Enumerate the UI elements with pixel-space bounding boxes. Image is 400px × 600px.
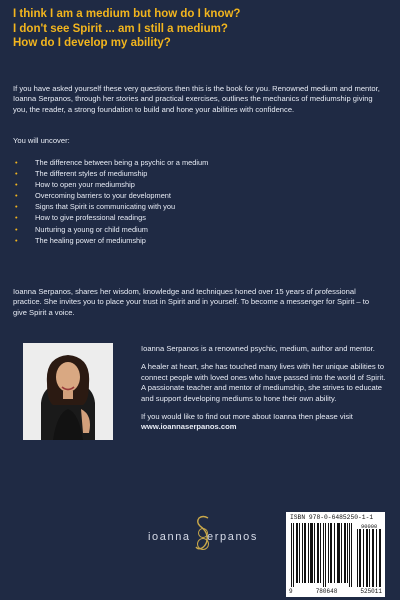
list-item bbox=[13, 212, 313, 223]
bullet-list bbox=[13, 157, 313, 246]
list-item bbox=[13, 201, 313, 212]
bio-paragraph: Ioanna Serpanos, shares her wisdom, knowledge and techniques honed over 15 years of professional practice. She invites you to place your trust in Spirit and in yourself. To become a messenger for Spirit – to give Spirit a voice. bbox=[13, 287, 370, 317]
headline bbox=[13, 7, 388, 51]
barcode-digits bbox=[289, 588, 382, 595]
bullet-icon: • bbox=[15, 213, 18, 223]
about-cta bbox=[141, 412, 387, 433]
about-intro: Ioanna Serpanos is a renowned psychic, medium, author and mentor. bbox=[141, 344, 375, 353]
bullet-icon: • bbox=[15, 158, 18, 167]
headline-line-2: I don't see Spirit ... am I still a medium? bbox=[13, 22, 228, 35]
headline-line-3: How do I develop my ability? bbox=[13, 37, 171, 49]
list-item-label: The difference between being a psychic or a medium bbox=[35, 158, 209, 167]
list-item-label: The healing power of mediumship bbox=[35, 235, 146, 245]
list-item-label: The different styles of mediumship bbox=[35, 169, 148, 179]
about-author bbox=[141, 344, 387, 441]
author-portrait-icon bbox=[23, 343, 113, 440]
bullet-icon: • bbox=[15, 224, 18, 234]
barcode-addon: 90000 bbox=[361, 524, 378, 530]
barcode-digit-group-2: 525011 bbox=[360, 588, 382, 595]
list-item-label: How to open your mediumship bbox=[35, 180, 135, 190]
barcode-icon bbox=[289, 523, 382, 587]
list-item-label: Signs that Spirit is communicating with you bbox=[35, 202, 176, 212]
barcode-digit-group-1: 780648 bbox=[315, 588, 338, 595]
list-item bbox=[13, 157, 313, 168]
list-item bbox=[13, 190, 313, 201]
bullet-icon: • bbox=[15, 180, 18, 190]
list-item-label: How to give professional readings bbox=[35, 213, 146, 223]
list-item-label: Nurturing a young or child medium bbox=[35, 224, 148, 234]
bullet-icon: • bbox=[15, 202, 18, 212]
list-item bbox=[13, 235, 313, 246]
list-item-label: Overcoming barriers to your development bbox=[35, 191, 171, 201]
logo-s-icon bbox=[194, 514, 212, 554]
ioanna-serpanos-logo bbox=[148, 514, 258, 554]
about-cta-text: If you would like to find out more about Ioanna then please visit bbox=[141, 412, 353, 422]
logo-text-right: erpanos bbox=[207, 531, 258, 543]
isbn-label: ISBN 978-0-6485250-1-1 bbox=[290, 514, 374, 521]
barcode-digit-lead: 9 bbox=[289, 588, 293, 595]
about-description: A healer at heart, she has touched many lives with her unique abilities to connect people with loved ones who have passed into the world of Spirit. A passionate teacher and mentor of mediumship, she strives to educate and support developing mediums to hone their own ability. bbox=[141, 362, 386, 403]
headline-line-1: I think I am a medium but how do I know? bbox=[13, 8, 241, 20]
list-item bbox=[13, 168, 313, 179]
bullet-icon: • bbox=[15, 169, 18, 179]
author-photo bbox=[23, 343, 113, 440]
uncover-heading: You will uncover: bbox=[13, 136, 70, 145]
website-link[interactable]: www.ioannaserpanos.com bbox=[141, 422, 237, 432]
list-item bbox=[13, 179, 313, 190]
logo-text-left: ioanna bbox=[148, 531, 191, 543]
isbn-barcode bbox=[286, 512, 385, 597]
list-item bbox=[13, 224, 313, 235]
bullet-icon: • bbox=[15, 235, 18, 245]
bullet-icon: • bbox=[15, 191, 18, 201]
intro-paragraph: If you have asked yourself these very questions then this is the book for you. Renowned medium and mentor, Ioanna Serpanos, through her stories and practical exercises, outlines the mechanics of mediumship giving you, the reader, a strong foundation to build and hone your abilities with confidence. bbox=[13, 84, 380, 114]
